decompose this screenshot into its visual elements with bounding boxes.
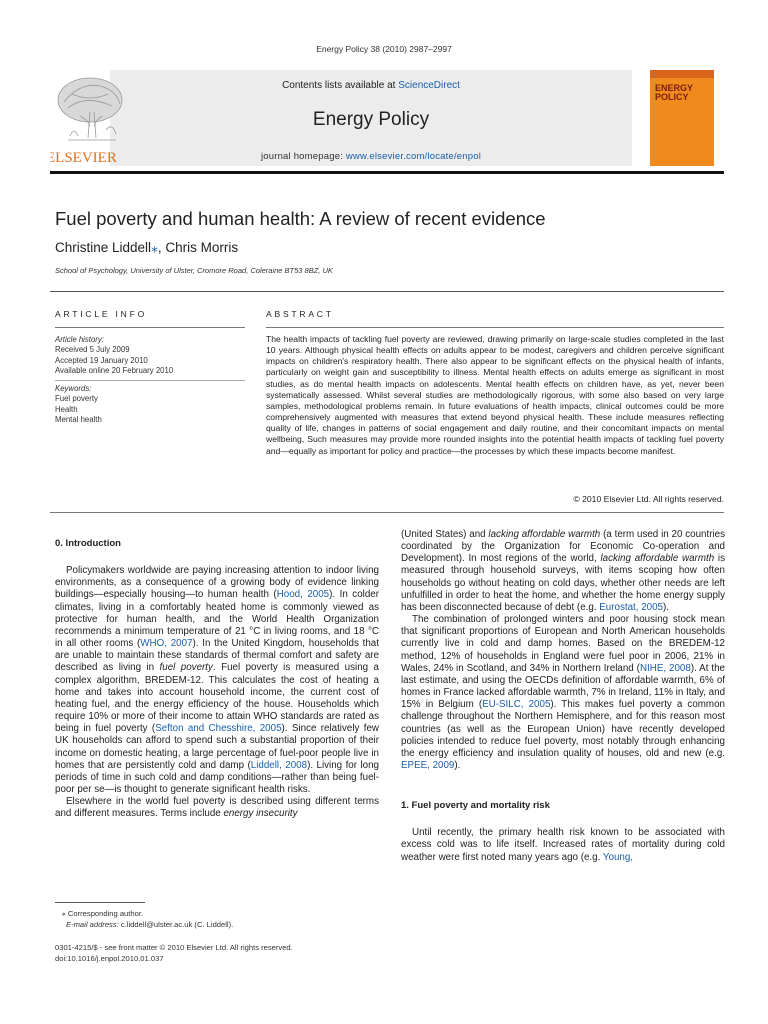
affiliation: School of Psychology, University of Ulster, Cromore Road, Coleraine BT53 8BZ, UK — [55, 266, 333, 275]
citation-link[interactable]: NIHE, 2008 — [639, 662, 691, 674]
author-separator: , — [157, 240, 166, 255]
body-column-left — [55, 538, 379, 820]
doi-line[interactable]: doi:10.1016/j.enpol.2010.01.037 — [55, 954, 164, 963]
section-heading-introduction: 0. Introduction — [55, 538, 121, 549]
footnotes — [55, 909, 379, 930]
publication-info — [55, 942, 379, 964]
abstract-bottom-rule — [50, 512, 724, 513]
elsevier-logo-text: ELSEVIER — [50, 150, 117, 166]
citation-link[interactable]: EU-SILC, 2005 — [482, 699, 551, 711]
abstract-text: The health impacts of tackling fuel poverty are reviewed, drawing primarily on large-scale studies completed in the last 10 years. Although physical health effects on adults appear to be modest, caregivers and children perceive significant impacts on children's respiratory health. There also appear to be significant effects on the physical health of infants, particularly on weight gain and susceptibility to illness. Mental health effects on adults emerge as significant in most studies, as do mental health impacts on adolescents. Mental health effects on children have, as yet, never been systematically assessed. Whilst several studies are methodologically rigorous, with some also based on very large samples, methodological problems remain. In future evaluations of health impacts, clinical outcomes could be more comprehensively augmented with measures that extend beyond physical health. These include measures reflecting quality of life, changes in patterns of social engagement and daily routine, and their concomitant impacts on mental wellbeing, Such measures may provide more rounded insights into the potential health impacts of tackling fuel poverty and—equally as important for policy and practice—the processes by which these impacts become manifest. — [266, 334, 724, 456]
homepage-prefix: journal homepage: — [260, 151, 346, 162]
issn-line: 0301-4215/$ - see front matter © 2010 Elsevier Ltd. All rights reserved. — [55, 943, 293, 952]
journal-citation: Energy Policy 38 (2010) 2987–2997 — [316, 44, 452, 54]
journal-cover-title — [655, 84, 711, 102]
contents-prefix: Contents lists available at — [282, 80, 399, 91]
corresponding-author-note: ⁎ Corresponding author. — [62, 909, 144, 918]
journal-cover-strip — [650, 70, 714, 78]
cover-title-line-1: ENERGY — [655, 83, 694, 93]
article-info-rule — [55, 327, 245, 328]
online-date: Available online 20 February 2010 — [55, 365, 174, 375]
copyright-notice: © 2010 Elsevier Ltd. All rights reserved. — [573, 494, 724, 504]
email-label: E-mail address: — [66, 919, 119, 929]
header-rule — [50, 171, 724, 174]
elsevier-logo — [50, 72, 134, 168]
title-rule — [50, 291, 724, 292]
elsevier-tree-icon — [50, 72, 134, 168]
citation-link[interactable]: Liddell, 2008 — [250, 759, 308, 771]
keyword-item: Mental health — [55, 414, 102, 424]
received-date: Received 5 July 2009 — [55, 345, 130, 355]
paragraph: Policymakers worldwide are paying increasing attention to indoor living environments, as a consequence of a growing body of evidence linking buildings—especially housing—to human health (Hood, 2005). In colder climates, living in a comfortably heated home is commonly viewed as protective for human health, and the World Health Organization recommends a minimum temperature of 21 °C in living rooms, and 18 °C in all other rooms (WHO, 2007). In the United Kingdom, households that are unable to maintain these standards of thermal comfort and safety are described as living in fuel poverty. Fuel poverty is measured using a complex algorithm, BREDEM-12. This calculates the cost of heating a home and takes into account household income, the current cost of heating fuel, and the energy efficiency of the house. Households which require 10% or more of their income to attain WHO standards are rated as being in fuel poverty (Sefton and Chesshire, 2005). Since relatively few UK households can afford to spend such a substantial proportion of their income on domestic heating, a large percentage of fuel-poor people live in homes that are persistently cold and damp (Liddell, 2008). Living for long periods of time in such cold and damp conditions—rather than being fuel-poor per se—is thought to generate significant health risks. — [55, 565, 379, 795]
article-title: Fuel poverty and human health: A review of recent evidence — [55, 208, 546, 229]
citation-link[interactable]: EPEE, 2009 — [401, 759, 455, 771]
corresponding-author-mark[interactable]: ⁎ — [151, 240, 158, 255]
keyword-item: Health — [55, 404, 78, 414]
article-history — [55, 335, 255, 376]
contents-availability-line — [110, 80, 632, 91]
citation-link[interactable]: Young, — [602, 851, 634, 863]
journal-name: Energy Policy — [312, 109, 430, 130]
accepted-date: Accepted 19 January 2010 — [55, 355, 148, 365]
keywords — [55, 384, 255, 425]
citation-link[interactable]: Hood, 2005 — [276, 589, 330, 601]
email-address[interactable]: c.liddell@ulster.ac.uk (C. Liddell). — [118, 919, 234, 929]
journal-homepage-line — [110, 151, 632, 162]
keyword-item: Fuel poverty — [55, 394, 98, 404]
author-list — [55, 240, 238, 256]
cover-title-line-2: POLICY — [655, 92, 689, 102]
section-heading-mortality: 1. Fuel poverty and mortality risk — [401, 800, 550, 812]
history-label: Article history: — [55, 335, 104, 344]
keywords-rule — [55, 380, 245, 381]
paragraph: Elsewhere in the world fuel poverty is described using different terms and different measures. Terms include energy insecurity — [55, 796, 379, 820]
keywords-label: Keywords: — [55, 384, 92, 393]
paragraph: Until recently, the primary health risk known to be associated with excess cold was to life itself. Increased rates of mortality during cold weather were first noted many years ago (e.g. Young, — [401, 827, 725, 863]
sciencedirect-link[interactable]: ScienceDirect — [398, 80, 460, 91]
abstract-rule — [266, 327, 724, 328]
citation-link[interactable]: WHO, 2007 — [140, 638, 193, 650]
citation-link[interactable]: Sefton and Chesshire, 2005 — [155, 723, 282, 735]
author-morris: Chris Morris — [165, 240, 239, 255]
body-column-right — [401, 529, 725, 864]
paragraph-continued: (United States) and lacking affordable warmth (a term used in 20 countries coordinated by the Organization for Economic Co-operation and Development). In most regions of the world, lacking affordable warmth is measured through household surveys, with items scoping how often households go without heating on cold days, whether other needs are left unfulfilled in order to heat the home, and whether the home energy supply has been disconnected because of debt (e.g. Eurostat, 2005). — [401, 529, 725, 613]
citation-link[interactable]: Eurostat, 2005 — [599, 601, 663, 613]
article-info-heading: ARTICLE INFO — [55, 309, 148, 319]
homepage-link[interactable]: www.elsevier.com/locate/enpol — [345, 151, 482, 162]
footnote-rule — [55, 902, 145, 903]
author-liddell: Christine Liddell — [55, 240, 152, 255]
abstract-heading: ABSTRACT — [266, 309, 334, 319]
paragraph: The combination of prolonged winters and poor housing stock mean that significant proportions of European and North American households currently live in cold and damp homes. Based on the BREDEM-12 method, 12% of households in England were fuel poor in 2006, 21% in Wales, 24% in Scotland, and 34% in Northern Ireland (NIHE, 2008). At the last estimate, and using the OECDs definition of affordable warmth, 6% of homes in France lacked affordable warmth, 7% in Ireland, 11% in Italy, and 15% in Belgium (EU-SILC, 2005). This makes fuel poverty a common challenge throughout the Northern Hemisphere, and for this reason most countries (as well as the European Union) have recently developed policies intended to reduce fuel poverty, most notably through enhancing the energy efficiency and insulation quality of houses, old and new (e.g. EPEE, 2009). — [401, 614, 726, 771]
